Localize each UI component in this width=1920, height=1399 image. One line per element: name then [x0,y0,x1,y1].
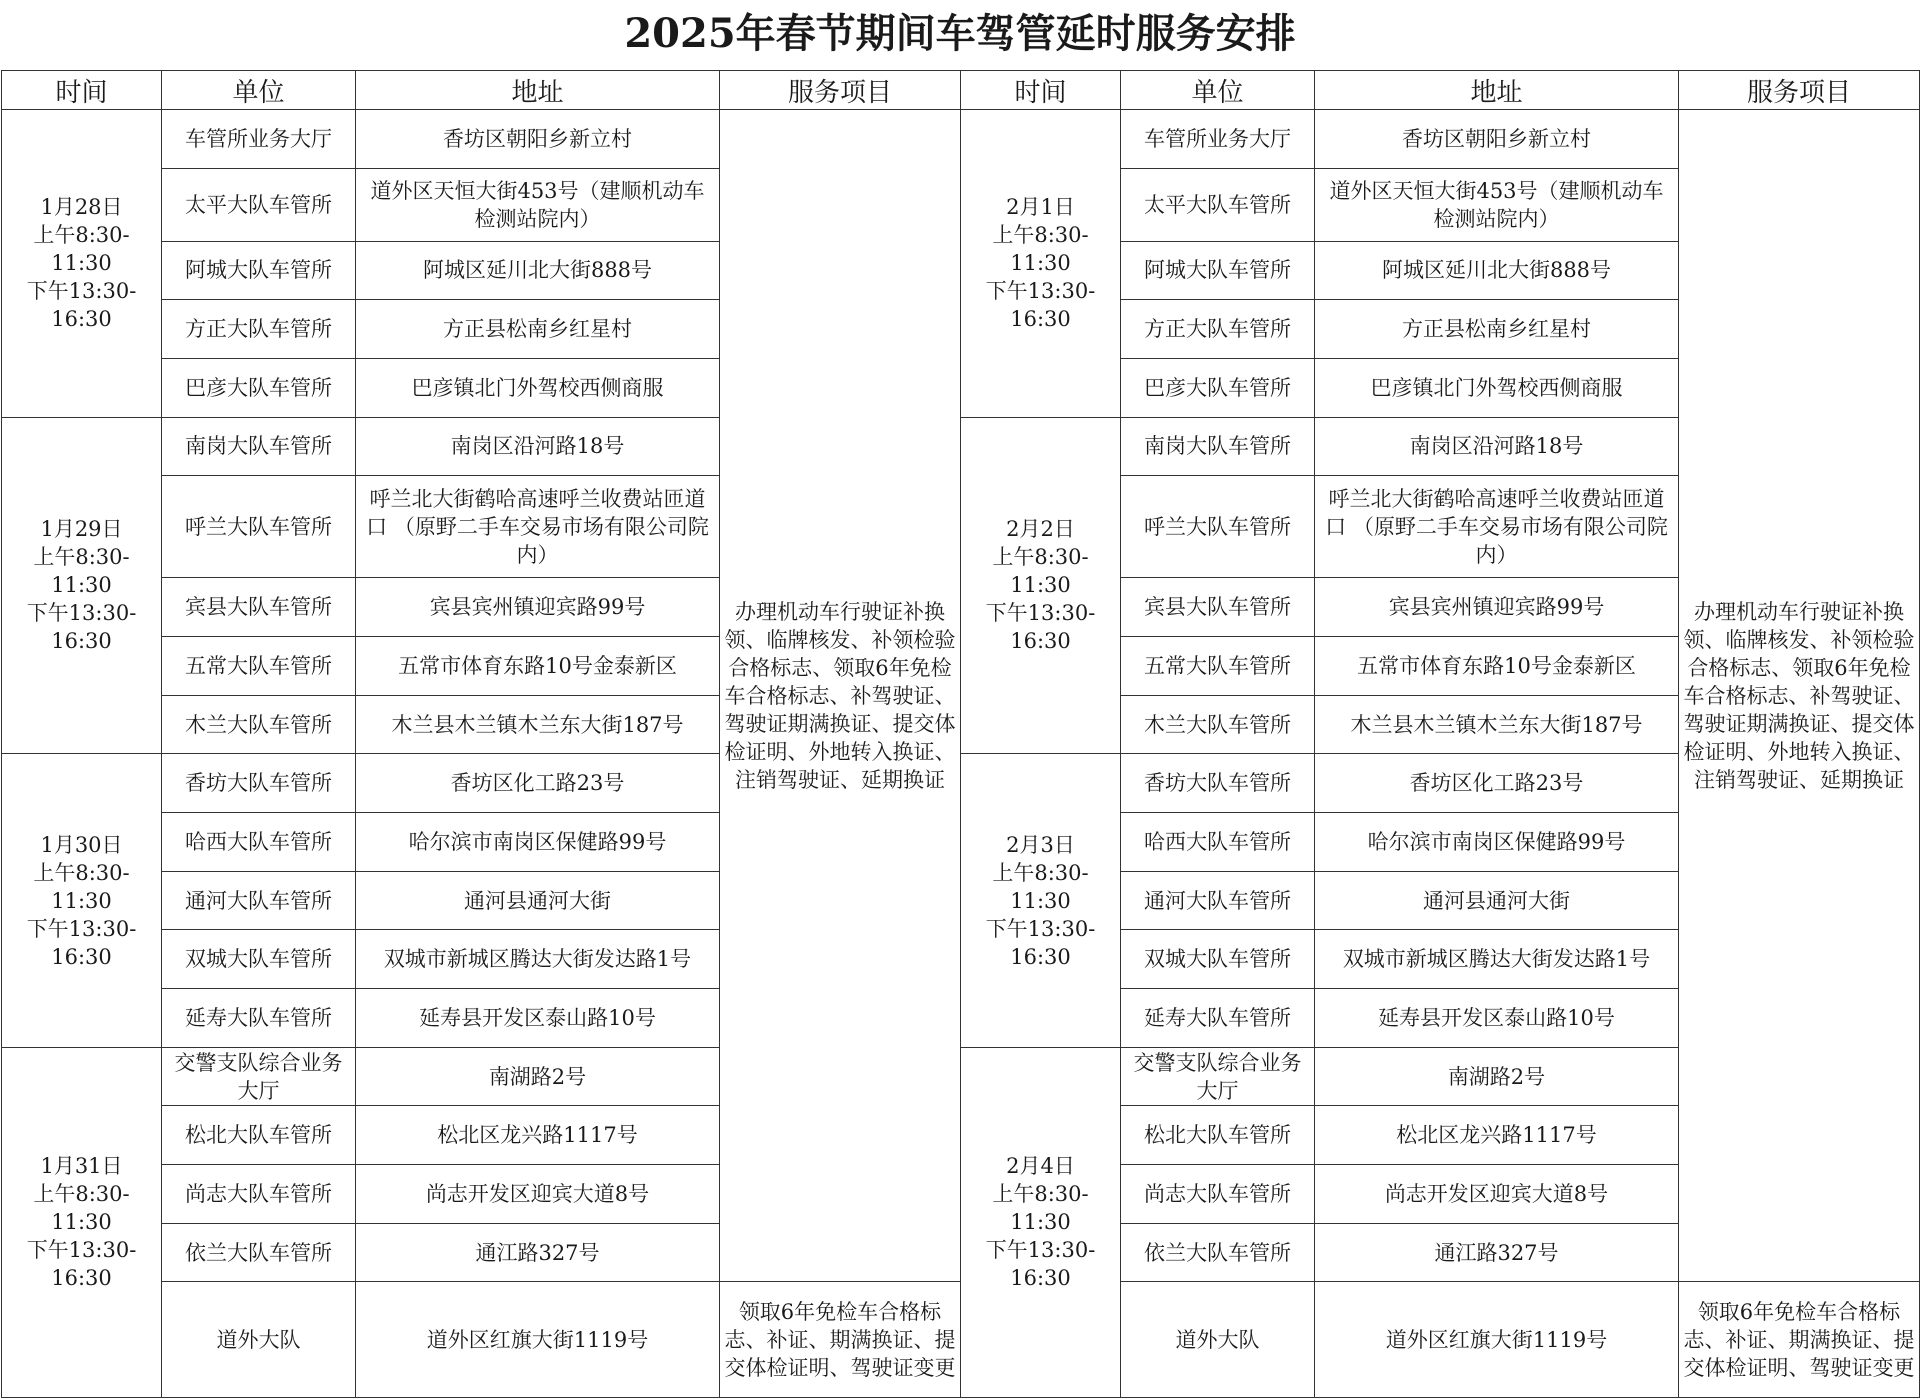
unit-cell: 方正大队车管所 [162,300,356,359]
unit-cell: 巴彦大队车管所 [1121,358,1315,417]
table-row [2,110,1920,169]
address-cell: 香坊区朝阳乡新立村 [356,110,720,169]
address-cell: 通河县通河大街 [1315,871,1679,930]
header-row [2,71,1920,110]
address-cell: 通江路327号 [356,1223,720,1282]
left-service-cell: 办理机动车行驶证补换领、临牌核发、补领检验合格标志、领取6年免检车合格标志、补驾驶证、驾驶证期满换证、提交体检证明、外地转入换证、注销驾驶证、延期换证 [720,110,961,1282]
address-cell: 巴彦镇北门外驾校西侧商服 [356,358,720,417]
unit-cell: 方正大队车管所 [1121,300,1315,359]
right-service-cell: 办理机动车行驶证补换领、临牌核发、补领检验合格标志、领取6年免检车合格标志、补驾驶证、驾驶证期满换证、提交体检证明、外地转入换证、注销驾驶证、延期换证 [1679,110,1920,1282]
unit-cell: 通河大队车管所 [1121,871,1315,930]
right-time-cell: 2月4日 上午8:30- 11:30 下午13:30- 16:30 [961,1047,1121,1397]
unit-cell: 木兰大队车管所 [1121,695,1315,754]
unit-cell: 宾县大队车管所 [1121,578,1315,637]
unit-cell: 延寿大队车管所 [162,989,356,1048]
address-cell: 呼兰北大街鹤哈高速呼兰收费站匝道口 （原野二手车交易市场有限公司院内） [1315,476,1679,578]
unit-cell: 阿城大队车管所 [1121,241,1315,300]
unit-cell: 交警支队综合业务大厅 [162,1047,356,1106]
address-cell: 方正县松南乡红星村 [1315,300,1679,359]
unit-cell: 松北大队车管所 [1121,1106,1315,1165]
address-cell: 松北区龙兴路1117号 [1315,1106,1679,1165]
unit-cell: 五常大队车管所 [1121,637,1315,696]
unit-cell: 延寿大队车管所 [1121,989,1315,1048]
unit-cell: 依兰大队车管所 [1121,1223,1315,1282]
address-cell: 五常市体育东路10号金泰新区 [1315,637,1679,696]
address-cell: 双城市新城区腾达大街发达路1号 [356,930,720,989]
address-cell: 香坊区朝阳乡新立村 [1315,110,1679,169]
left-header-unit: 单位 [162,71,356,110]
unit-cell: 香坊大队车管所 [162,754,356,813]
address-cell: 阿城区延川北大街888号 [356,241,720,300]
address-cell: 延寿县开发区泰山路10号 [356,989,720,1048]
right-time-cell: 2月3日 上午8:30- 11:30 下午13:30- 16:30 [961,754,1121,1047]
right-header-time: 时间 [961,71,1121,110]
unit-cell: 木兰大队车管所 [162,695,356,754]
address-cell: 松北区龙兴路1117号 [356,1106,720,1165]
unit-cell: 巴彦大队车管所 [162,358,356,417]
unit-cell: 道外大队 [1121,1282,1315,1398]
right-time-cell: 2月2日 上午8:30- 11:30 下午13:30- 16:30 [961,417,1121,754]
address-cell: 木兰县木兰镇木兰东大街187号 [1315,695,1679,754]
address-cell: 阿城区延川北大街888号 [1315,241,1679,300]
address-cell: 五常市体育东路10号金泰新区 [356,637,720,696]
unit-cell: 交警支队综合业务大厅 [1121,1047,1315,1106]
unit-cell: 尚志大队车管所 [1121,1165,1315,1224]
address-cell: 哈尔滨市南岗区保健路99号 [1315,813,1679,872]
left-header-time: 时间 [2,71,162,110]
address-cell: 通江路327号 [1315,1223,1679,1282]
unit-cell: 车管所业务大厅 [162,110,356,169]
address-cell: 通河县通河大街 [356,871,720,930]
address-cell: 木兰县木兰镇木兰东大街187号 [356,695,720,754]
unit-cell: 五常大队车管所 [162,637,356,696]
unit-cell: 哈西大队车管所 [1121,813,1315,872]
table-row [2,754,1920,813]
right-time-cell: 2月1日 上午8:30- 11:30 下午13:30- 16:30 [961,110,1121,418]
address-cell: 道外区天恒大街453号（建顺机动车检测站院内） [356,168,720,241]
address-cell: 巴彦镇北门外驾校西侧商服 [1315,358,1679,417]
table-row [2,417,1920,476]
unit-cell: 南岗大队车管所 [162,417,356,476]
address-cell: 哈尔滨市南岗区保健路99号 [356,813,720,872]
address-cell: 宾县宾州镇迎宾路99号 [1315,578,1679,637]
unit-cell: 阿城大队车管所 [162,241,356,300]
unit-cell: 尚志大队车管所 [162,1165,356,1224]
left-time-cell: 1月30日 上午8:30- 11:30 下午13:30- 16:30 [2,754,162,1047]
right-header-service: 服务项目 [1679,71,1920,110]
address-cell: 宾县宾州镇迎宾路99号 [356,578,720,637]
right-service-cell-last: 领取6年免检车合格标志、补证、期满换证、提交体检证明、驾驶证变更 [1679,1282,1920,1398]
right-header-unit: 单位 [1121,71,1315,110]
address-cell: 双城市新城区腾达大街发达路1号 [1315,930,1679,989]
unit-cell: 南岗大队车管所 [1121,417,1315,476]
address-cell: 香坊区化工路23号 [1315,754,1679,813]
table-row [2,1047,1920,1106]
left-time-cell: 1月31日 上午8:30- 11:30 下午13:30- 16:30 [2,1047,162,1397]
address-cell: 南岗区沿河路18号 [1315,417,1679,476]
address-cell: 南湖路2号 [356,1047,720,1106]
address-cell: 呼兰北大街鹤哈高速呼兰收费站匝道口 （原野二手车交易市场有限公司院内） [356,476,720,578]
address-cell: 延寿县开发区泰山路10号 [1315,989,1679,1048]
right-header-address: 地址 [1315,71,1679,110]
unit-cell: 松北大队车管所 [162,1106,356,1165]
unit-cell: 双城大队车管所 [1121,930,1315,989]
address-cell: 道外区红旗大街1119号 [356,1282,720,1398]
unit-cell: 通河大队车管所 [162,871,356,930]
left-service-cell-last: 领取6年免检车合格标志、补证、期满换证、提交体检证明、驾驶证变更 [720,1282,961,1398]
unit-cell: 太平大队车管所 [162,168,356,241]
unit-cell: 呼兰大队车管所 [1121,476,1315,578]
address-cell: 香坊区化工路23号 [356,754,720,813]
left-time-cell: 1月29日 上午8:30- 11:30 下午13:30- 16:30 [2,417,162,754]
left-time-cell: 1月28日 上午8:30- 11:30 下午13:30- 16:30 [2,110,162,418]
address-cell: 道外区天恒大街453号（建顺机动车检测站院内） [1315,168,1679,241]
address-cell: 南岗区沿河路18号 [356,417,720,476]
unit-cell: 香坊大队车管所 [1121,754,1315,813]
address-cell: 道外区红旗大街1119号 [1315,1282,1679,1398]
unit-cell: 宾县大队车管所 [162,578,356,637]
address-cell: 南湖路2号 [1315,1047,1679,1106]
address-cell: 尚志开发区迎宾大道8号 [356,1165,720,1224]
unit-cell: 太平大队车管所 [1121,168,1315,241]
left-header-address: 地址 [356,71,720,110]
left-header-service: 服务项目 [720,71,961,110]
unit-cell: 车管所业务大厅 [1121,110,1315,169]
unit-cell: 依兰大队车管所 [162,1223,356,1282]
schedule-table [1,70,1920,1398]
address-cell: 方正县松南乡红星村 [356,300,720,359]
unit-cell: 道外大队 [162,1282,356,1398]
unit-cell: 双城大队车管所 [162,930,356,989]
unit-cell: 哈西大队车管所 [162,813,356,872]
page-title: 2025年春节期间车驾管延时服务安排 [624,10,1296,57]
unit-cell: 呼兰大队车管所 [162,476,356,578]
address-cell: 尚志开发区迎宾大道8号 [1315,1165,1679,1224]
